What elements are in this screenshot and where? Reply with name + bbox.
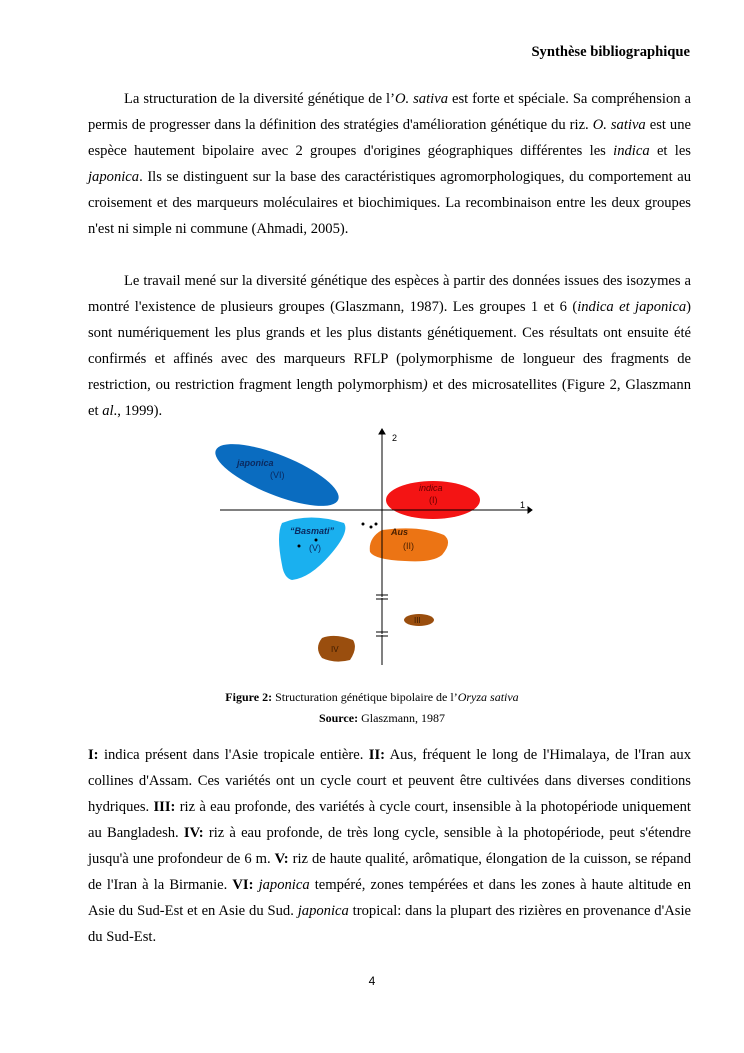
text-run: La structuration de la diversité génétique de l’ <box>124 91 395 107</box>
paragraph-1-text <box>88 86 691 242</box>
v-label: (V) <box>309 543 321 553</box>
text-run: indica <box>613 143 650 159</box>
text-run: O. sativa <box>394 91 448 107</box>
paragraph-2-text <box>88 268 691 424</box>
text-run: tempéré, zones tempérées et dans les zones à haute altitude en Asie du Sud-Est et en Asie du Sud. <box>88 877 691 919</box>
text-run: riz à eau profonde, des variétés à cycle court, insensible à la photopériode uniquement au Bangladesh. <box>88 799 691 841</box>
axis-2-label: 2 <box>392 433 398 443</box>
basmati-label: “Basmati” <box>290 526 335 536</box>
text-run: IV: <box>183 825 204 841</box>
paragraph-2 <box>88 268 691 424</box>
caption-label: Figure 2: <box>225 690 273 704</box>
japonica-label: japonica <box>237 458 274 468</box>
i-label: (I) <box>429 495 438 505</box>
text-run: est une espèce hautement bipolaire avec 2 groupes d'origines géographiques différentes les <box>88 117 691 159</box>
caption-text: Structuration génétique bipolaire de l’ <box>272 690 458 704</box>
vi-label: (VI) <box>270 470 285 480</box>
source-label: Source: <box>318 711 359 725</box>
text-run: indica présent dans l'Asie tropicale entière. <box>98 747 369 763</box>
page-number: 4 <box>368 974 376 988</box>
text-run: riz de haute qualité, arômatique, élongation de la cuisson, se répand de l'Iran à la Birmanie. <box>88 851 691 893</box>
paragraph-1 <box>88 86 691 242</box>
text-run: Le travail mené sur la diversité génétique des espèces à partir des données issues des isozymes a montré l'existence de plusieurs groupes (Glaszmann, 1987). Les groupes 1 et 6 ( <box>88 273 691 315</box>
text-run: et des microsatellites (Figure 2, Glaszmann et <box>88 377 691 419</box>
figure-source <box>10 711 744 726</box>
figure-caption <box>0 690 744 705</box>
text-run: II: <box>368 747 386 763</box>
text-run: O. sativa <box>592 117 646 133</box>
text-run: japonica <box>297 903 349 919</box>
text-run: japonica <box>88 169 140 185</box>
text-run: ) sont numériquement les plus grands et les plus distants génétiquement. Ces résultats ont ensuite été confirmés et affinés avec des marqueurs RFLP (polymorphisme de longueur des fragments de restriction, ou restriction fragment length polymorphism <box>88 299 691 393</box>
text-run: ., 1999). <box>113 403 163 419</box>
caption-species: Oryza sativa <box>457 690 519 704</box>
text-run: . Ils se distinguent sur la base des caractéristiques agromorphologiques, du comportement au croisement et des marqueurs moléculaires et biochimiques. La recombinaison entre les deux groupes n'est ni simple ni commune (Ahmadi, 2005). <box>88 169 691 237</box>
text-run: V: <box>274 851 289 867</box>
text-run: I: <box>88 747 99 763</box>
axis-1-label: 1 <box>520 500 526 510</box>
ii-label: (II) <box>403 541 414 551</box>
text-run: et les <box>649 143 691 159</box>
text-run: japonica <box>258 877 310 893</box>
text-run: ) <box>422 377 428 393</box>
running-header: Synthèse bibliographique <box>531 44 690 60</box>
aus-label: Aus <box>391 527 409 537</box>
text-run: III: <box>153 799 176 815</box>
paragraph-3-text <box>88 742 691 950</box>
iv-label: IV <box>331 645 339 654</box>
text-run: est forte et spéciale. Sa compréhension a permis de progresser dans la définition des stratégies d'amélioration génétique du riz. <box>88 91 691 133</box>
text-run: al <box>102 403 114 419</box>
source-text: Glaszmann, 1987 <box>358 711 446 725</box>
iii-label: III <box>414 616 421 625</box>
text-run: VI: <box>232 877 254 893</box>
text-run: indica et japonica <box>577 299 687 315</box>
paragraph-3 <box>88 742 691 950</box>
genetic-structure-figure <box>210 420 540 670</box>
text-run: Aus, fréquent le long de l'Himalaya, de l'Iran aux collines d'Assam. Ces variétés ont un cycle court et peuvent être cultivées dans diverses conditions hydriques. <box>88 747 692 815</box>
text-run: riz à eau profonde, de très long cycle, sensible à la photopériode, peut s'étendre jusqu'à une profondeur de 6 m. <box>88 825 691 867</box>
text-run: tropical: dans la plupart des rizières en provenance d'Asie du Sud-Est. <box>88 903 691 945</box>
indica-label: indica <box>419 483 443 493</box>
